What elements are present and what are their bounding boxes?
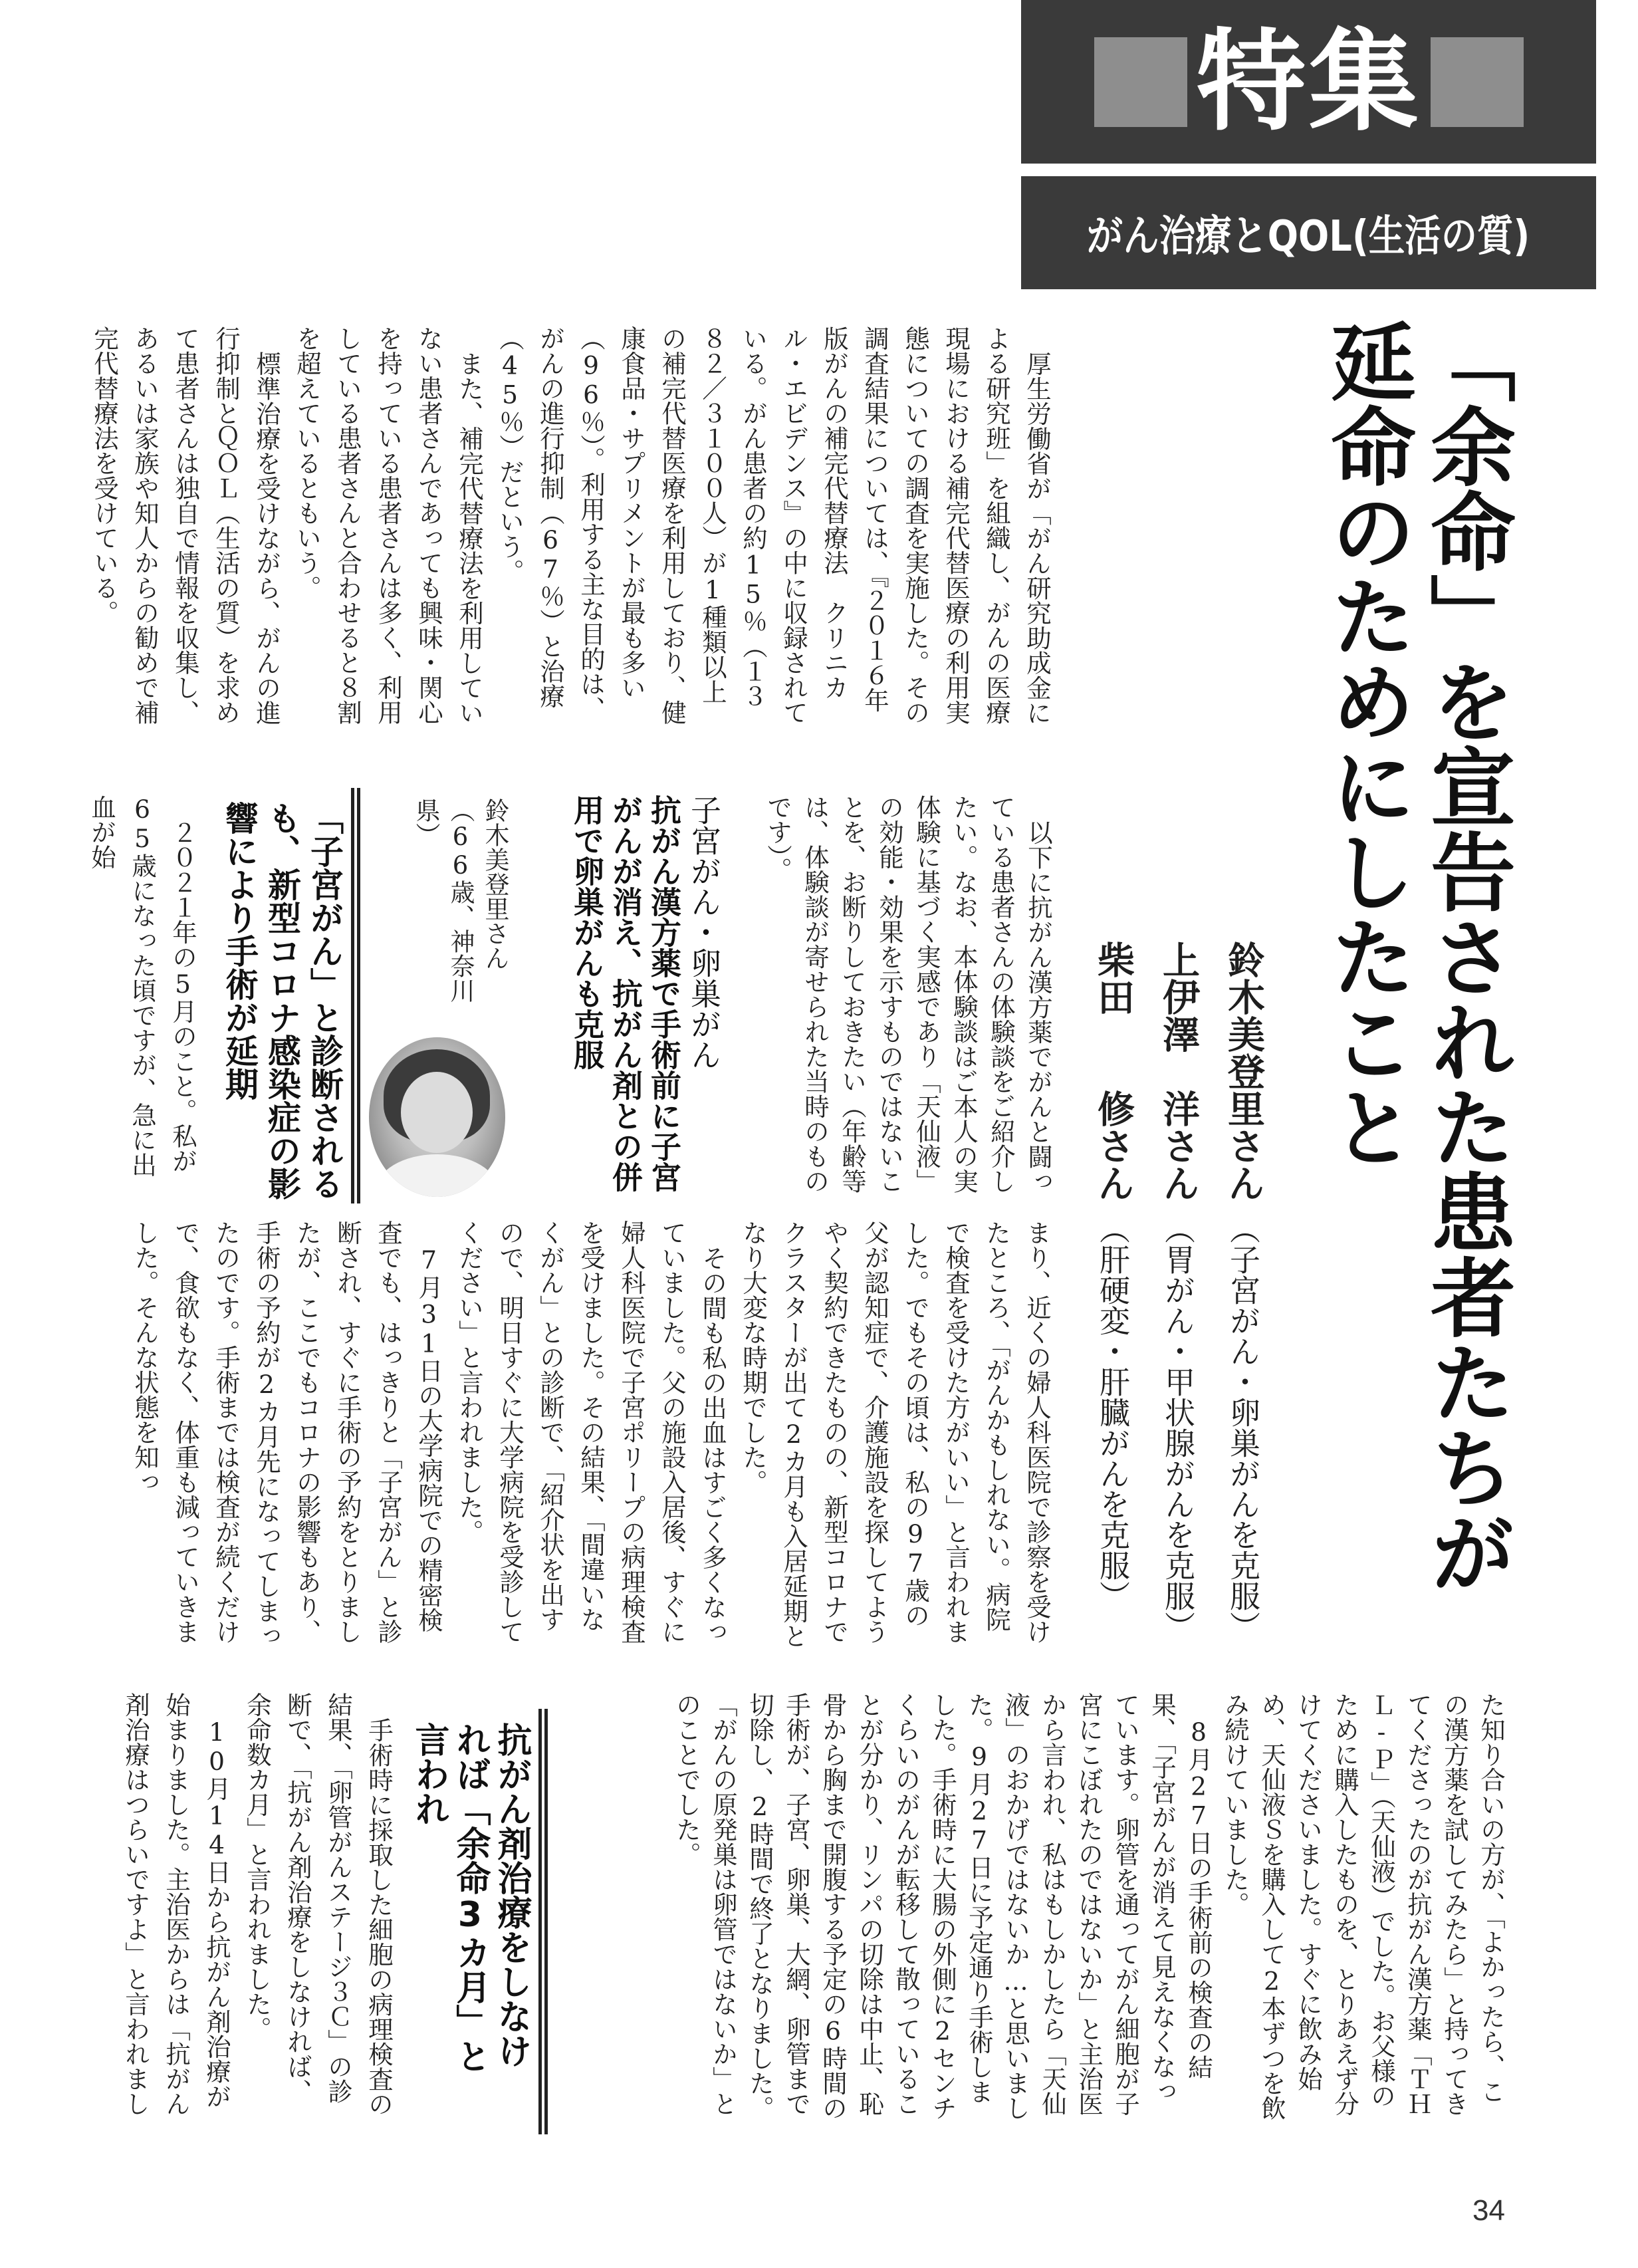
intro-note-paragraph: 以下に抗がん漢方薬でがんと闘っている患者さんの体験談をご紹介したい。なお、本体験談はご本人の実体験に基づく実感であり「天仙液」の効能・効果を示すものではないことを、お断りしておきたい（年齢等は、体験談が寄せられた当時のものです）。 [763,795,1053,1194]
body-paragraph: 8月27日の手術前の検査の結果、「子宮がんが消えて見えなくなっています。卵管を通ってがん細胞が子宮にこぼれたのではないか」と主治医から言われ、私はもしかしたら「天仙液」のおかげではないか…と思いました。9月27日に予定通り手術しました。手術時に大腸の外側に2センチくらいのがんが転移して散っていることが分かり、リンパの切除は中止、恥骨から胸まで開腹する予定の6時間の手術が、子宮、卵巣、大網、卵管まで切除し、2時間で終了となりました。「がんの原発巣は卵管ではないか」とのことでした。 [672,1692,1213,2120]
gray-square-decoration [1431,37,1524,127]
intro-paragraph: また、補完代替療法を利用していない患者さんであっても興味・関心を持っている患者さんは多く、利用している患者さんと合わせると８割を超えているともいう。 [292,326,484,725]
author-item [1213,941,1273,1652]
person-info [411,798,512,1034]
person-photo [369,1037,505,1197]
title-line-2: 延命のためにしたこと [1316,318,1416,1169]
body-paragraph: 手術時に採取した細胞の病理検査の結果、「卵管がんステージ３Ｃ」の診断で、「抗がん剤治療をしなければ、余命数カ月」と言われました。 [243,1692,394,2116]
body-paragraph: まり、近くの婦人科医院で診察を受けたところ、「がんかもしれない。病院で検査を受けた方がいい」と言われました。でもその頃は、私の97歳の父が認知症で、介護施設を探してようやく契約できたものの、新型コロナでクラスターが出て2カ月も入居延期となり大変な時期でした。 [739,1220,1052,1648]
author-name: 鈴木美登里さん [1222,941,1265,1201]
story-headline-block [558,795,725,1207]
intro-text [90,326,1057,728]
intro-paragraph: 厚生労働省が「がん研究助成金による研究班」を組織し、がんの医療現場における補完代替医療の利用実態についての調査を実施した。その調査結果については、『２０１６年版がんの補完代替療法 クリニカル・エビデンス』の中に収録されている。がん患者の約15％（１３８２／３１００人）が1種類以上の補完代替医療を利用しており、健康食品・サプリメントが最も多い（96％）。利用する主な目的は、がんの進行抑制（67％）と治療（45％）だという。 [495,326,1052,725]
person-name: 鈴木美登里さん [481,798,509,970]
feature-subtitle: がん治療とQOL(生活の質) [1087,212,1530,261]
author-condition: （子宮がん・卵巣がんを克服） [1225,1213,1261,1642]
author-item [1083,941,1143,1652]
photo-face [401,1072,473,1153]
author-name: 上伊澤 洋さん [1157,941,1200,1201]
section-body [87,795,203,1197]
author-item [1148,941,1208,1652]
intro-paragraph: 標準治療を受けながら、がんの進行抑制とＱＯＬ（生活の質）を求めて患者さんは独自で情報を収集し、あるいは家族や知人からの勧めで補完代替療法を受けている。 [90,326,281,725]
story-headline: 抗がん漢方薬で手術前に子宮がんが消え、抗がん剤との併用で卵巣がんも克服 [569,795,682,1192]
photo-body [376,1154,499,1197]
section-divider [538,1709,548,2134]
body-paragraph: 10月14日から抗がん剤治療が始まりました。主治医からは「抗がん剤治療はつらいですよ」と言われまし [121,1692,231,2116]
section-heading: 抗がん剤治療をしなければ「余命3カ月」と言われ [409,1722,531,2073]
section-heading: 「子宮がん」と診断されるも、新型コロナ感染症の影響により手術が延期 [220,801,344,1200]
section-body [585,1692,1509,2121]
author-list [1080,941,1273,1652]
gray-square-decoration [1094,37,1187,127]
author-condition: （肝硬変・肝臓がんを克服） [1095,1213,1131,1611]
body-paragraph: 7月31日の大学病院での精密検査でも、はっきりと「子宮がん」と診断され、すぐに手術の予約をとりましたが、ここでもコロナの影響もあり、手術の予約が2カ月先になってしまったのです。手術までは検査が続くだけで、食欲もなく、体重も減っていきました。そんな状態を知っ [130,1220,443,1648]
author-condition: （胃がん・甲状腺がんを克服） [1160,1213,1196,1642]
person-age-location: （66歳、神奈川県） [411,798,475,1003]
section-body [100,1692,399,2121]
article-title [1286,318,1516,1661]
feature-label: 特集 [1196,17,1421,146]
section-divider [351,788,360,1203]
story-category: 子宮がん・卵巣がん [686,795,722,1070]
intro-note [748,795,1057,1197]
body-paragraph: その間も私の出血はすごく多くなっていました。父の施設入居後、すぐに婦人科医院で子宮ポリープの病理検査を受けました。その結果、「間違いなくがん」との診断で、「紹介状を出すので、明日すぐに大学病院を受診してください」と言われました。 [455,1220,727,1644]
body-paragraph: た知り合いの方が、「よかったら、この漢方薬を試してみたら」と持ってきてくださったのが抗がん漢方薬「ＴＨＬ‐Ｐ」（天仙液）でした。お父様のために購入したものを、とりあえず分けてくださいました。すぐに飲み始め、天仙液Ｓを購入して2本ずつを飲み続けていました。 [1221,1692,1506,2120]
title-line-1: 「余命」を宣告された患者たちが [1416,318,1516,1594]
feature-subtitle-bar [1021,176,1596,289]
body-paragraph: ２０２１年の5月のこと。私が65歳になった頃ですが、急に出血が始 [87,795,197,1178]
feature-header [1021,0,1596,164]
section-body [116,1220,1057,1649]
author-name: 柴田 修さん [1092,941,1135,1201]
page-number: 34 [1472,2194,1505,2227]
